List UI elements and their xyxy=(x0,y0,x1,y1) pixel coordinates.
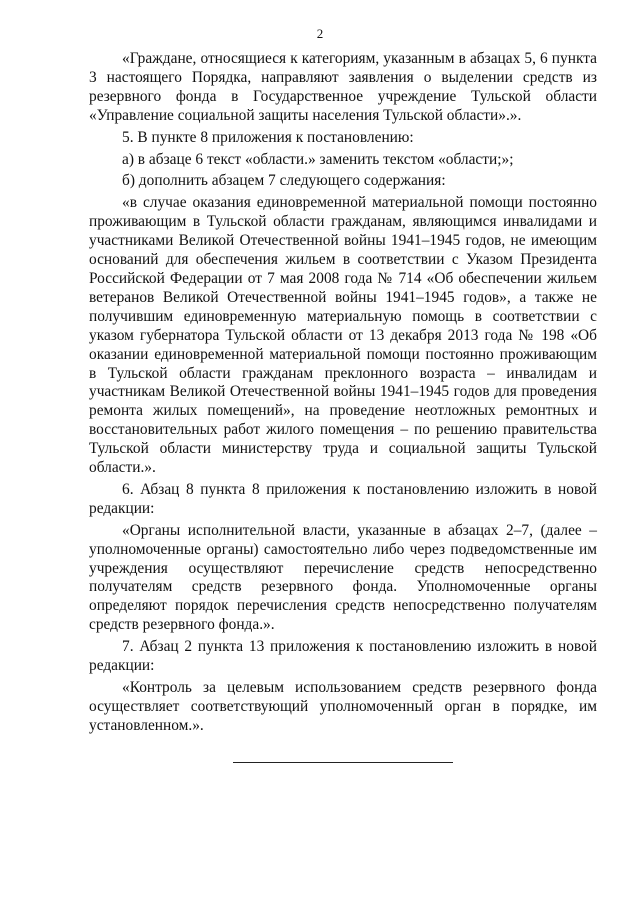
paragraph-item-5b-text: «в случае оказания единовременной материальной помощи постоянно проживающим в Тульской области гражданам, являющимся инвалидами и участниками Великой Отечественной войны 1941–1945 годов, не имеющим оснований для обеспечения жильем в соответствии с Указом Президента Российской Федерации от 7 мая 2008 года № 714 «Об обеспечении жильем ветеранов Великой Отечественной войны 1941–1945 годов», а также не получившим единовременную материальную помощь в соответствии с указом губернатора Тульской области от 13 декабря 2013 года № 198 «Об оказании единовременной материальной помощи постоянно проживающим в Тульской области гражданам преклонного возраста – инвалидам и участникам Великой Отечественной войны 1941–1945 годов для проведения ремонта жилых помещений», на проведение неотложных ремонтных и восстановительных работ жилого помещения – по решению правительства Тульской области министерству труда и социальной защиты Тульской области.». xyxy=(89,194,597,477)
paragraph-item-7-text: «Контроль за целевым использованием средств резервного фонда осуществляет соответствующий уполномоченный орган в порядке, им установленном.». xyxy=(89,679,597,734)
paragraph-item-7-heading: 7. Абзац 2 пункта 13 приложения к постановлению изложить в новой редакции: xyxy=(89,638,597,675)
closing-rule xyxy=(233,762,453,763)
paragraph-item-5-heading: 5. В пункте 8 приложения к постановлению: xyxy=(122,128,414,146)
paragraph-item-5b: б) дополнить абзацем 7 следующего содержания: xyxy=(122,172,446,190)
page-number: 2 xyxy=(316,26,324,41)
paragraph-item-5a: а) в абзаце 6 текст «области.» заменить текстом «области;»; xyxy=(122,150,514,168)
document-body xyxy=(89,50,597,736)
paragraph-item-6-text: «Органы исполнительной власти, указанные в абзацах 2–7, (далее – уполномоченные органы) самостоятельно либо через подведомственные им учреждения осуществляют перечисление средств непосредственно получателям средств резервного фонда. Уполномоченные органы определяют порядок перечисления средств непосредственно получателям средств резервного фонда.». xyxy=(89,521,597,634)
paragraph-quoted-applications: «Граждане, относящиеся к категориям, указанным в абзацах 5, 6 пункта 3 настоящего Порядка, направляют заявления о выделении средств из резервного фонда в Государственное учреждение Тульской области «Управление социальной защиты населения Тульской области».». xyxy=(89,50,597,124)
paragraph-item-6-heading: 6. Абзац 8 пункта 8 приложения к постановлению изложить в новой редакции: xyxy=(89,480,597,517)
